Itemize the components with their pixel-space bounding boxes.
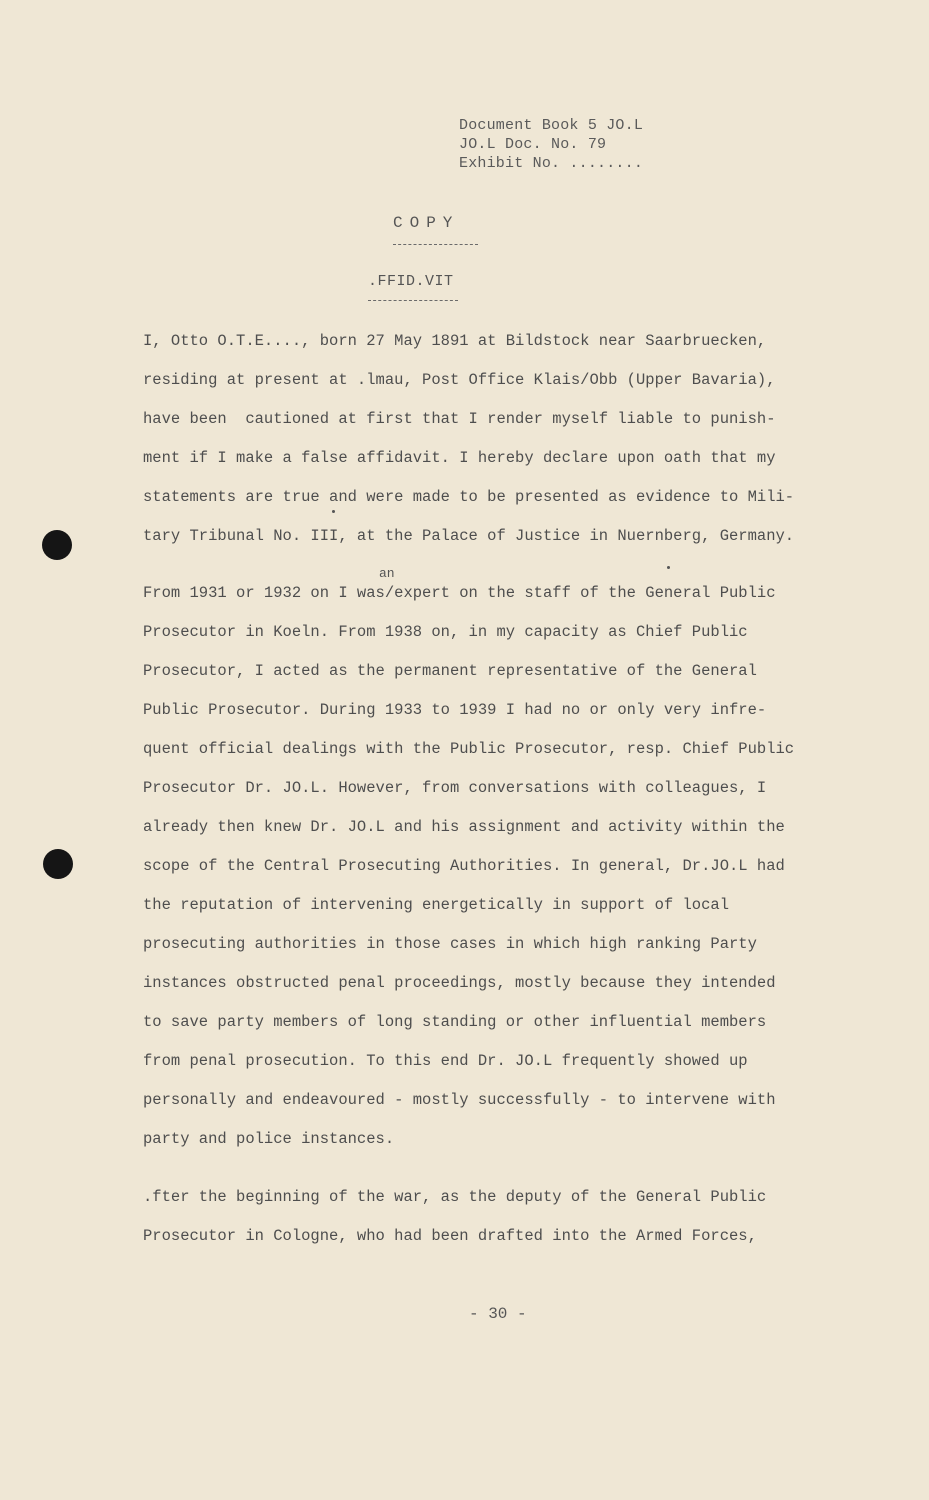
document-book-line: Document Book 5 JO.L — [459, 117, 644, 134]
text-line: personally and endeavoured - mostly successfully - to intervene with — [143, 1091, 776, 1109]
text-line: I, Otto O.T.E...., born 27 May 1891 at Bildstock near Saarbruecken, — [143, 332, 767, 350]
paper-speck — [667, 566, 670, 569]
inserted-word: an — [379, 566, 395, 581]
text-line: quent official dealings with the Public Prosecutor, resp. Chief Public — [143, 740, 795, 758]
affidavit-title: .FFID.VIT — [368, 273, 454, 290]
text-line: prosecuting authorities in those cases in which high ranking Party — [143, 935, 757, 953]
text-line: From 1931 or 1932 on I was/expert on the staff of the General Public — [143, 584, 776, 602]
exhibit-number-line: Exhibit No. ........ — [459, 155, 644, 172]
punch-hole-top — [42, 530, 72, 560]
text-line: the reputation of intervening energetically in support of local — [143, 896, 729, 914]
doc-number-line: JO.L Doc. No. 79 — [459, 136, 607, 153]
text-line: tary Tribunal No. III, at the Palace of Justice in Nuernberg, Germany. — [143, 527, 795, 545]
text-line: Prosecutor in Cologne, who had been drafted into the Armed Forces, — [143, 1227, 757, 1245]
text-line: Prosecutor Dr. JO.L. However, from conversations with colleagues, I — [143, 779, 767, 797]
text-line: scope of the Central Prosecuting Authorities. In general, Dr.JO.L had — [143, 857, 785, 875]
text-line: have been cautioned at first that I render myself liable to punish- — [143, 410, 776, 428]
text-line: from penal prosecution. To this end Dr. JO.L frequently showed up — [143, 1052, 748, 1070]
text-line: statements are true and were made to be presented as evidence to Mili- — [143, 488, 795, 506]
text-line: already then knew Dr. JO.L and his assignment and activity within the — [143, 818, 785, 836]
punch-hole-bottom — [43, 849, 73, 879]
text-line: to save party members of long standing or other influential members — [143, 1013, 767, 1031]
text-line: instances obstructed penal proceedings, mostly because they intended — [143, 974, 776, 992]
text-line: ment if I make a false affidavit. I hereby declare upon oath that my — [143, 449, 776, 467]
text-line: residing at present at .lmau, Post Office Klais/Obb (Upper Bavaria), — [143, 371, 776, 389]
page-number: - 30 - — [469, 1305, 527, 1323]
affidavit-title-underline — [368, 300, 458, 301]
text-line: Public Prosecutor. During 1933 to 1939 I had no or only very infre- — [143, 701, 767, 719]
paper-speck — [332, 510, 335, 513]
text-line: party and police instances. — [143, 1130, 395, 1148]
text-line: Prosecutor in Koeln. From 1938 on, in my capacity as Chief Public — [143, 623, 748, 641]
text-line: .fter the beginning of the war, as the deputy of the General Public — [143, 1188, 767, 1206]
copy-title: COPY — [393, 214, 460, 232]
text-line: Prosecutor, I acted as the permanent representative of the General — [143, 662, 757, 680]
copy-title-underline — [393, 244, 478, 245]
document-header — [459, 116, 643, 173]
